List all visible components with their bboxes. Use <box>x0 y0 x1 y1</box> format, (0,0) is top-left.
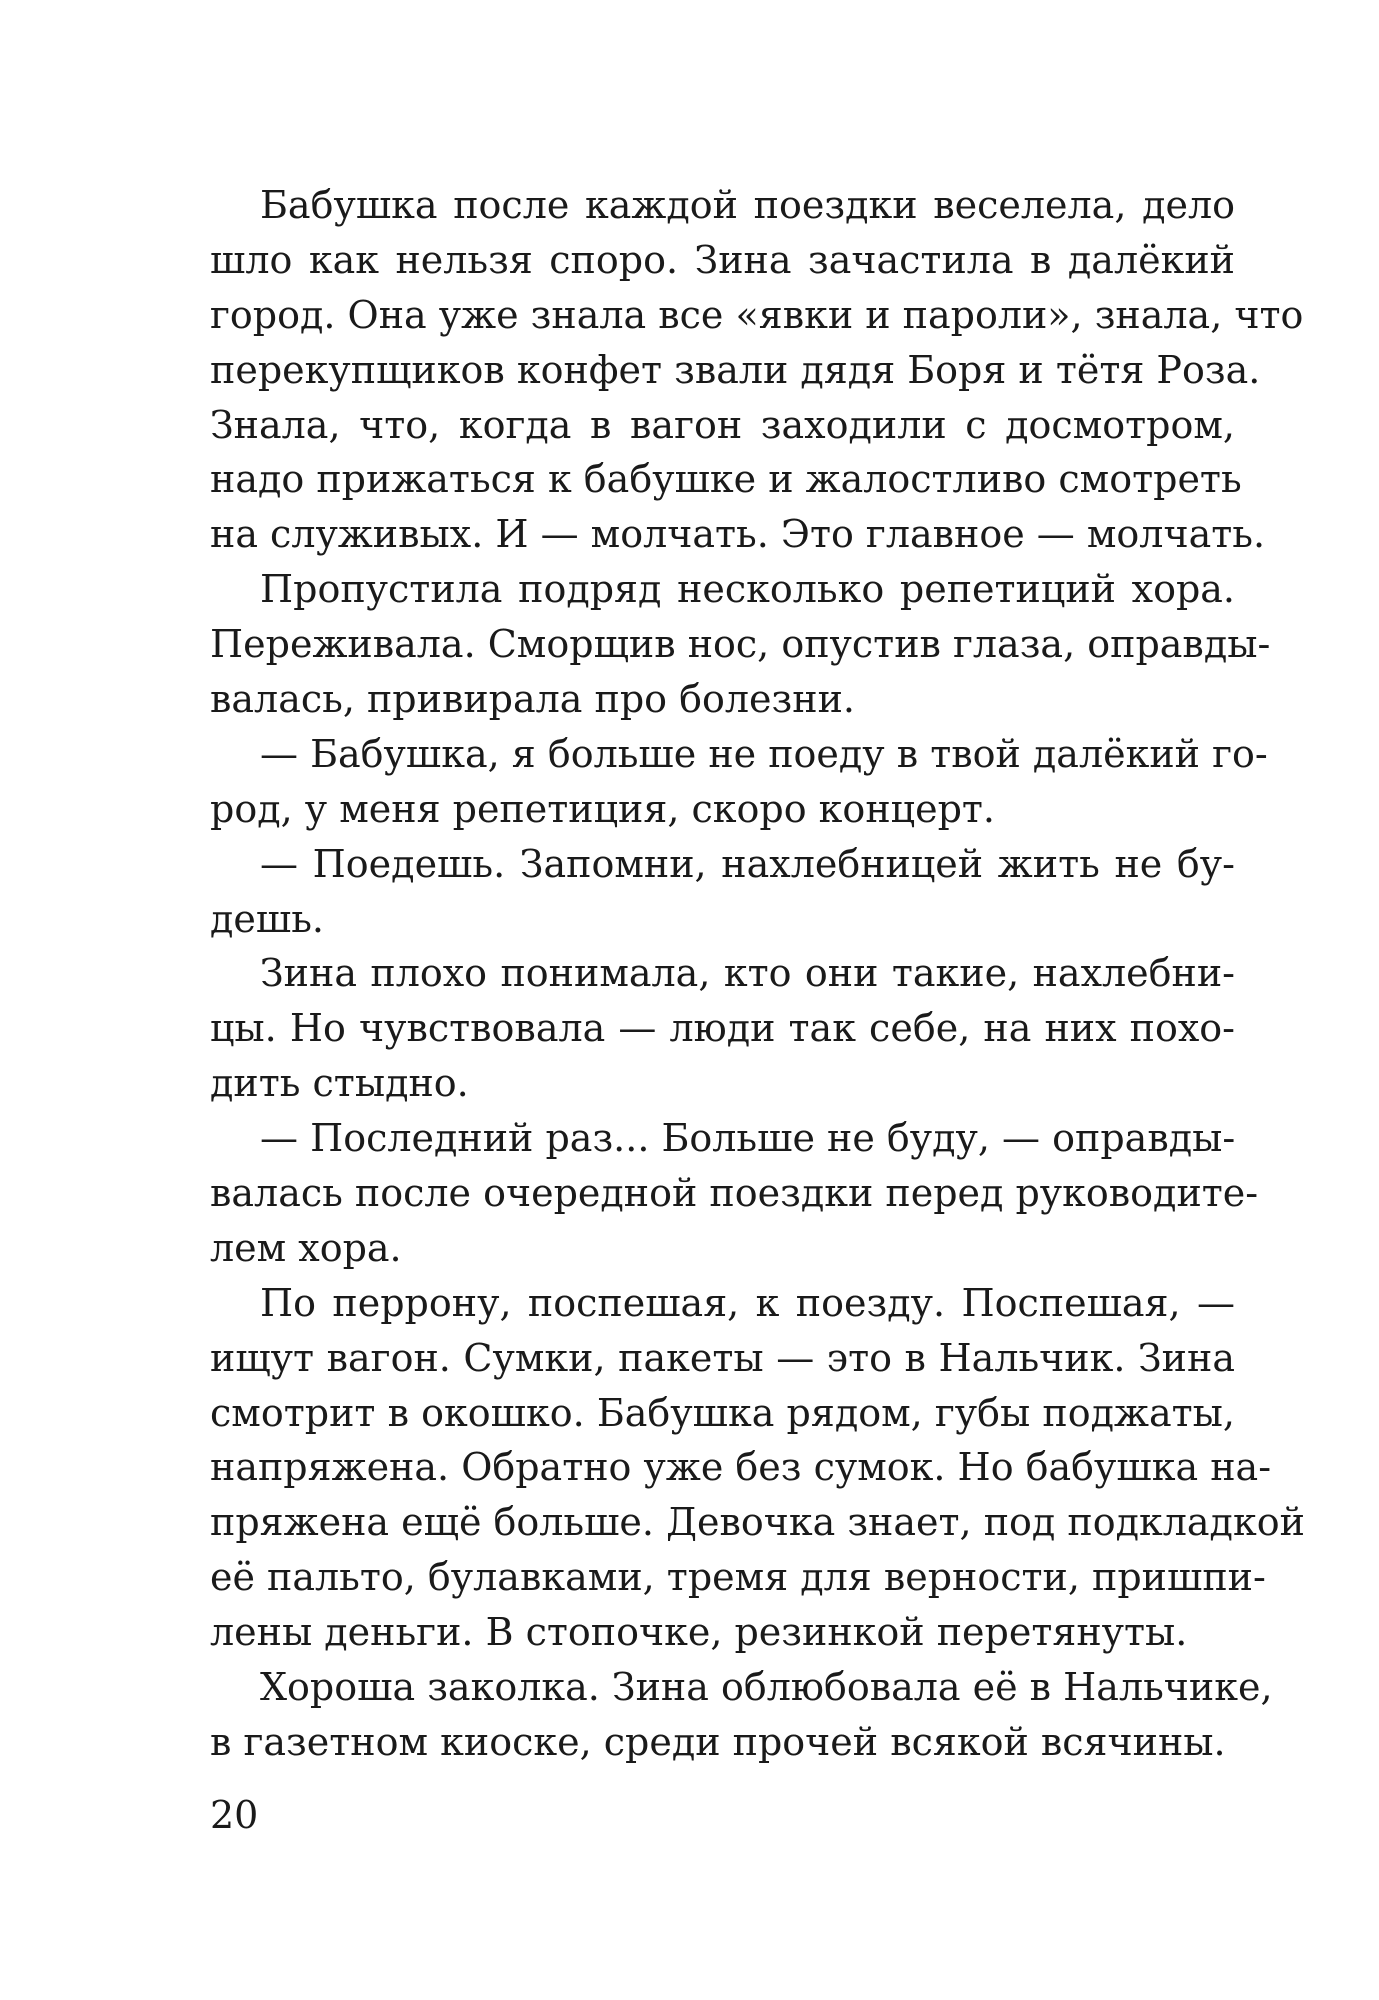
text-line: в газетном киоске, среди прочей всякой всячины. <box>210 1719 1226 1764</box>
text-line: ищут вагон. Сумки, пакеты — это в Нальчик. Зина <box>210 1335 1235 1380</box>
text-line: шло как нельзя споро. Зина зачастила в далёкий <box>210 237 1235 282</box>
body-text <box>210 178 1305 1770</box>
text-line: Пропустила подряд несколько репетиций хора. <box>260 567 1235 612</box>
text-line: Знала, что, когда в вагон заходили с досмотром, <box>210 402 1235 447</box>
text-line: По перрону, поспешая, к поезду. Поспешая, — <box>260 1280 1235 1325</box>
text-line: род, у меня репетиция, скоро концерт. <box>210 786 995 831</box>
text-line: — Поедешь. Запомни, нахлебницей жить не бу- <box>260 841 1235 886</box>
text-line: дешь. <box>210 896 324 941</box>
text-line: её пальто, булавками, тремя для верности, пришпи- <box>210 1555 1266 1600</box>
text-line: пряжена ещё больше. Девочка знает, под подкладкой <box>210 1500 1305 1545</box>
text-line: лем хора. <box>210 1225 402 1270</box>
text-line: Бабушка после каждой поездки веселела, дело <box>260 183 1235 227</box>
text-line: — Последний раз... Больше не буду, — оправды- <box>260 1116 1236 1161</box>
text-line: цы. Но чувствовала — люди так себе, на них похо- <box>210 1006 1235 1051</box>
text-line: Переживала. Сморщив нос, опустив глаза, оправды- <box>210 622 1271 667</box>
text-line: надо прижаться к бабушке и жалостливо смотреть <box>210 457 1242 502</box>
text-line: смотрит в окошко. Бабушка рядом, губы поджаты, <box>210 1390 1235 1435</box>
text-line: город. Она уже знала все «явки и пароли», знала, что <box>210 292 1304 337</box>
text-line: дить стыдно. <box>210 1061 469 1106</box>
text-line: Зина плохо понимала, кто они такие, нахлебни- <box>260 951 1235 996</box>
text-line: напряжена. Обратно уже без сумок. Но бабушка на- <box>210 1445 1272 1490</box>
text-line: валась после очередной поездки перед руководите- <box>210 1171 1259 1216</box>
text-line: Хороша заколка. Зина облюбовала её в Нальчике, <box>260 1665 1273 1710</box>
text-line: — Бабушка, я больше не поеду в твой далёкий го- <box>260 731 1268 776</box>
text-line: перекупщиков конфет звали дядя Боря и тётя Роза. <box>210 347 1261 392</box>
page-number: 20 <box>210 1793 259 1837</box>
text-line: валась, привирала про болезни. <box>210 677 855 722</box>
text-line: на служивых. И — молчать. Это главное — молчать. <box>210 512 1266 557</box>
text-line: лены деньги. В стопочке, резинкой перетянуты. <box>210 1610 1188 1655</box>
